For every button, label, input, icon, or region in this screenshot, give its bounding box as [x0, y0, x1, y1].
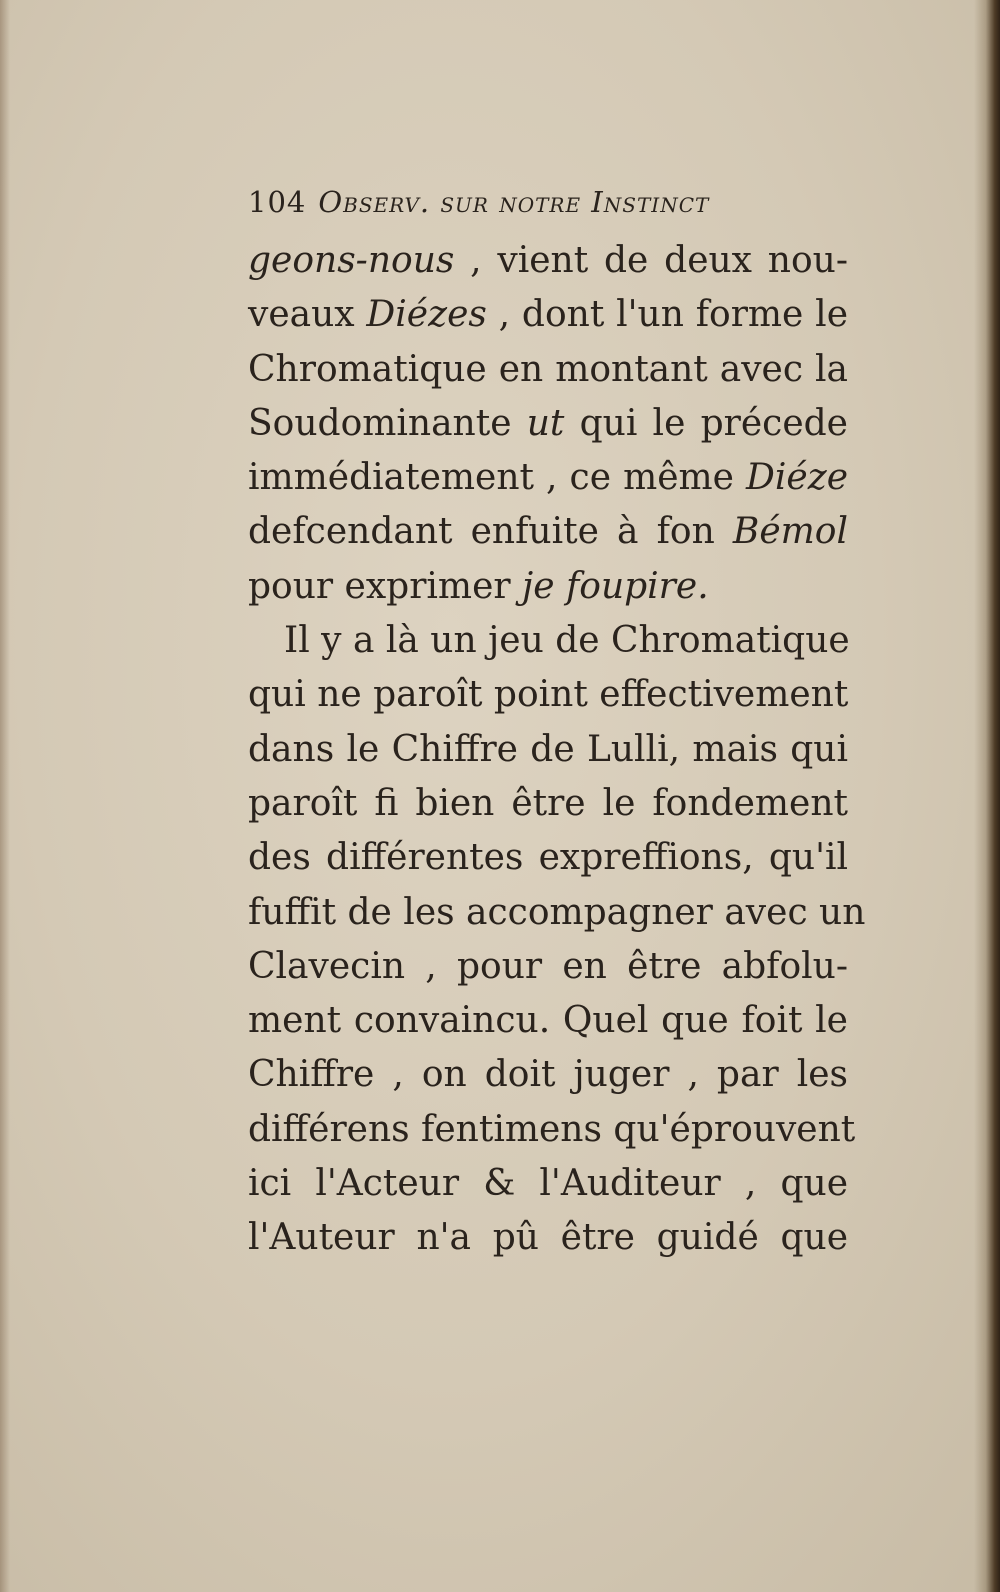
- text-line: ment convaincu. Quel que foit le: [248, 1000, 848, 1042]
- book-spine-edge: [974, 0, 1000, 1592]
- text-line: l'Auteur n'a pû être guidé que: [248, 1217, 848, 1259]
- text-line: Chromatique en montant avec la: [248, 348, 848, 390]
- text-line: defcendant enfuite à fon Bémol: [248, 511, 848, 553]
- text-line: Clavecin , pour en être abfolu-: [248, 945, 848, 987]
- text-line: fuffit de les accompagner avec un: [248, 891, 866, 933]
- text-line: Soudominante ut qui le précede: [248, 402, 848, 444]
- body-text: [248, 234, 866, 1266]
- text-line: geons-nous , vient de deux nou-: [248, 240, 848, 281]
- text-line: immédiatement , ce même Diéze: [248, 457, 848, 499]
- text-line: ici l'Acteur & l'Auditeur , que: [248, 1163, 848, 1205]
- text-line: paroît fi bien être le fondement: [248, 782, 848, 824]
- text-line: Chiffre , on doit juger , par les: [248, 1054, 848, 1096]
- book-page: [248, 180, 866, 1266]
- running-title: Observ. sur notre Instinct: [318, 185, 710, 219]
- text-line: veaux Diézes , dont l'un forme le: [248, 294, 849, 336]
- text-line: dans le Chiffre de Lulli, mais qui: [248, 728, 848, 770]
- page-number: 104: [248, 185, 307, 219]
- running-head: [248, 180, 848, 224]
- text-line: pour exprimer je foupire.: [248, 565, 709, 607]
- text-line: des différentes expreffions, qu'il: [248, 837, 848, 879]
- text-line: qui ne paroît point effectivement: [248, 674, 849, 716]
- page-left-edge: [0, 0, 10, 1592]
- text-line: différens fentimens qu'éprouvent: [248, 1108, 856, 1150]
- text-line: Il y a là un jeu de Chromatique: [284, 620, 850, 662]
